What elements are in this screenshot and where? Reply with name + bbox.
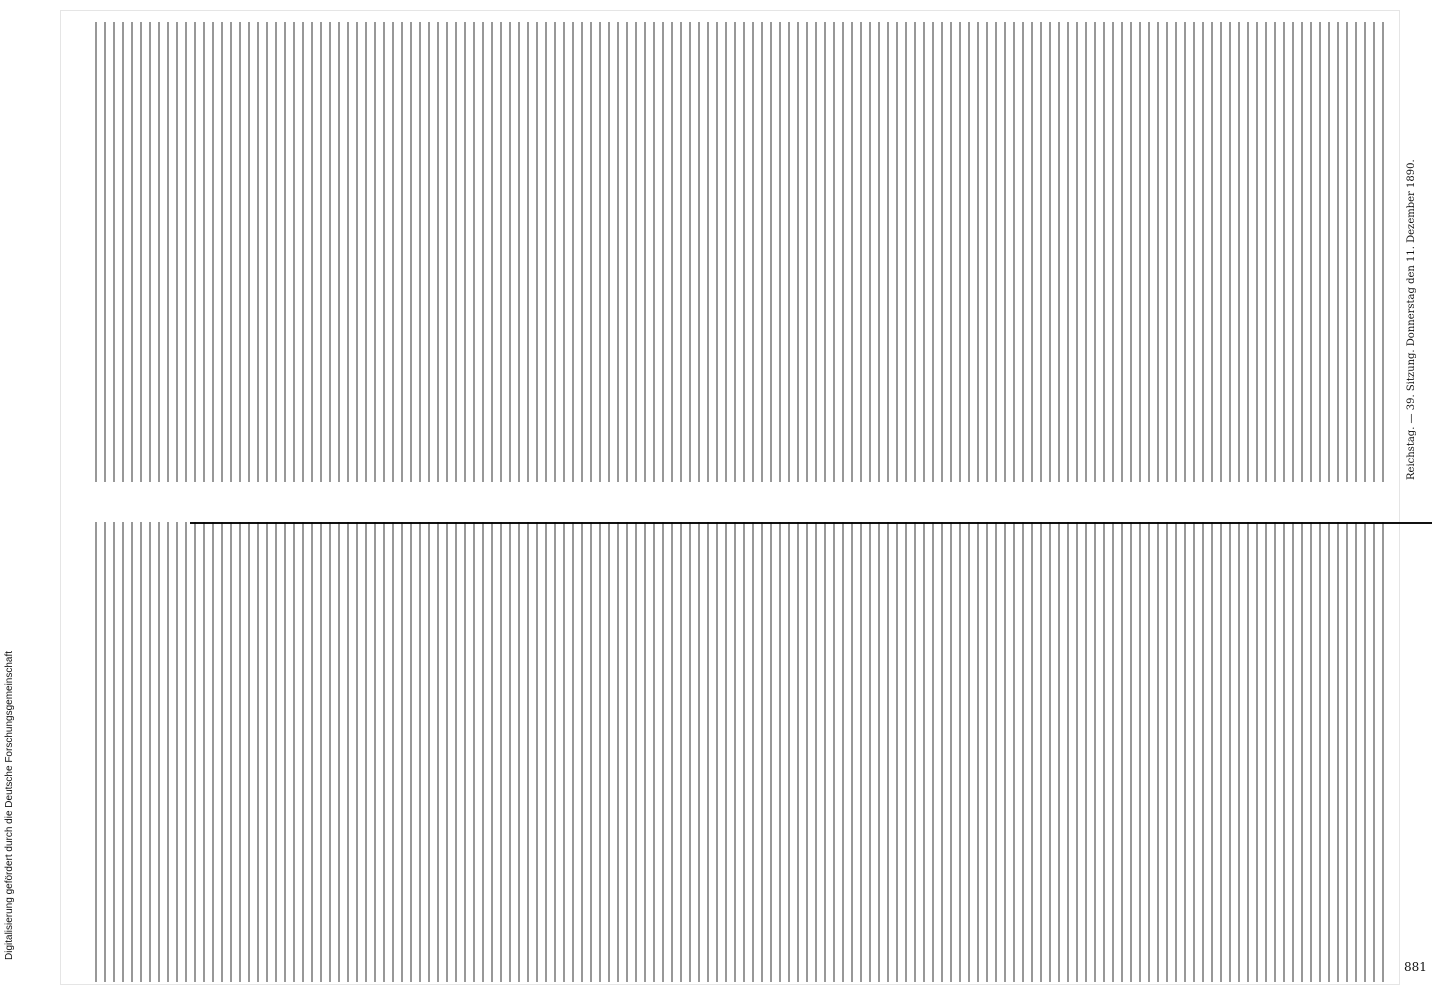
left-margin [4, 520, 34, 960]
page-number: 881 [1404, 960, 1427, 974]
header-label: Reichstag. — 39. Sitzung. Donnerstag den 11. Dezember 1890. [1406, 159, 1417, 480]
top-column [95, 22, 1385, 482]
text-block [95, 22, 1385, 982]
bottom-column [95, 522, 1385, 982]
bottom-text-lines [95, 522, 1385, 982]
top-text-lines [95, 22, 1385, 482]
sidebar-note: Digitalisierung gefördert durch die Deutsche Forschungsgemeinschaft [4, 650, 15, 960]
